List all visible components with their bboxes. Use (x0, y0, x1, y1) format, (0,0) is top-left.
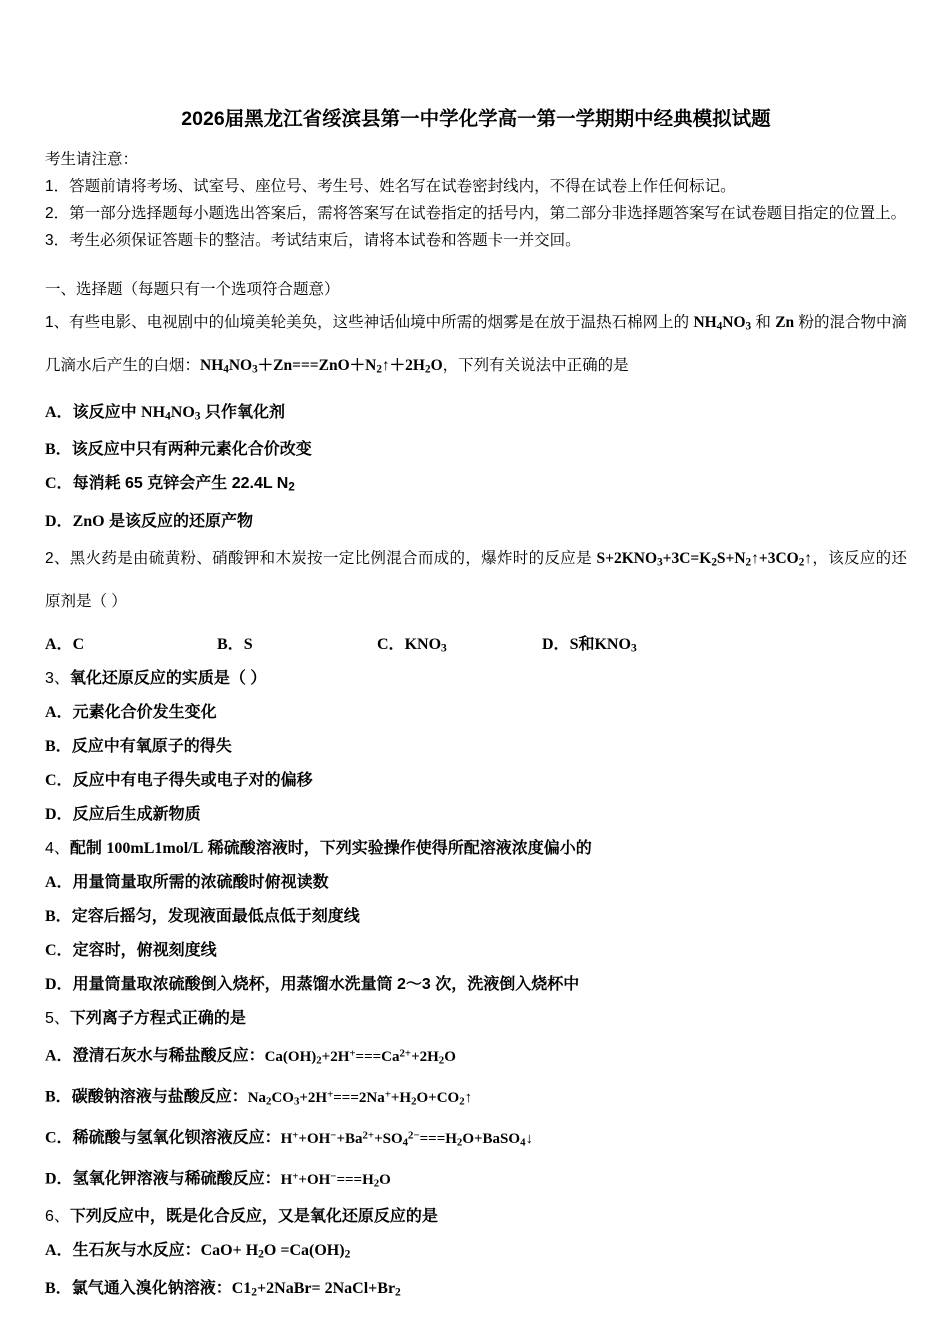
question-1-option-c[interactable] (45, 467, 907, 505)
question-2-text-tail: ，该反应的还原剂是（ ） (45, 549, 907, 611)
option-text: 每消耗 65 克锌会产生 22.4L $N_2$ (72, 475, 295, 494)
question-3-option-d[interactable] (45, 798, 907, 832)
question-2-option-a[interactable] (45, 628, 84, 662)
option-text: 碳酸钠溶液与盐酸反应： (71, 1088, 248, 1106)
question-5-option-d[interactable] (45, 1159, 907, 1200)
question-3-stem (45, 662, 907, 696)
option-equation: $CaO+ H_2O =Ca(OH)_2$ (200, 1242, 351, 1261)
option-text: 元素化合价发生变化 (72, 704, 217, 722)
option-label: C． (45, 772, 73, 790)
question-4-text: 配制 (69, 840, 107, 858)
notice-heading: 考生请注意： (45, 151, 139, 168)
question-4-option-b[interactable] (45, 900, 907, 934)
question-2-option-d[interactable] (542, 628, 637, 666)
question-6-text: 下列反应中，既是化合反应，又是氧化还原反应的是 (69, 1208, 438, 1226)
option-text: 氢氧化钾溶液与稀硫酸反应： (72, 1170, 281, 1188)
option-label: A． (45, 874, 73, 892)
option-equation: $C1_2+2NaBr=$ $2NaCl+Br_2$ (231, 1279, 401, 1299)
option-label: B． (45, 738, 72, 756)
question-1-option-d[interactable] (45, 505, 907, 539)
question-4-option-a[interactable] (45, 866, 907, 900)
option-text: S和$KNO_3$ (569, 636, 637, 655)
question-2-stem (45, 539, 907, 622)
option-label: D． (45, 806, 73, 824)
question-3-number: 3、 (45, 670, 70, 688)
question-6-option-b[interactable] (45, 1272, 907, 1310)
question-3-option-b[interactable] (45, 730, 907, 764)
option-text: 用量筒量取所需的浓硫酸时俯视读数 (72, 874, 329, 892)
question-2-option-b[interactable] (217, 628, 253, 662)
option-text: S (243, 636, 253, 654)
option-text: 稀硫酸与氢氧化钡溶液反应： (72, 1129, 281, 1147)
option-label: C． (377, 636, 405, 654)
question-5-stem (45, 1002, 907, 1036)
option-label: D． (45, 976, 73, 994)
question-4-text-tail: 稀硫酸溶液时，下列实验操作使得所配溶液浓度偏小的 (203, 840, 592, 858)
question-5-option-b[interactable] (45, 1077, 907, 1118)
question-1-text-part4: ，下列有关说法中正确的是 (442, 357, 629, 375)
question-6-option-a[interactable] (45, 1234, 907, 1272)
question-4-option-c[interactable] (45, 934, 907, 968)
option-equation: $H^++OH^-+Ba^{2+}+SO_4^{2-}===H_2O+BaSO_4↓$ (280, 1129, 533, 1149)
option-label: C． (45, 942, 73, 960)
option-text: 澄清石灰水与稀盐酸反应： (72, 1047, 265, 1065)
option-equation: $Ca(OH)_2+2H^+===Ca^{2+}+2H_2O$ (264, 1047, 456, 1067)
question-1-text-part3: 粉的混合物中滴几滴水后产生的白烟： (45, 314, 907, 375)
question-1-formula-1: $NH_4NO_3$ (693, 314, 752, 333)
option-label: D． (45, 512, 73, 530)
option-text: 是该反应的还原产物 (104, 512, 254, 530)
option-text: 定容后摇匀，发现液面最低点低于刻度线 (71, 908, 360, 926)
question-1-formula-2: Zn (775, 314, 795, 331)
question-4-option-d[interactable] (45, 968, 907, 1002)
notice-item-3: 3．考生必须保证答题卡的整洁。考试结束后，请将本试卷和答题卡一并交回。 (45, 232, 581, 249)
option-formula: $NH_4NO_3$ (141, 403, 201, 423)
option-text: 该反应中只有两种元素化合价改变 (71, 441, 312, 459)
option-text: 生石灰与水反应： (72, 1242, 201, 1260)
question-5-number: 5、 (45, 1010, 70, 1028)
section-heading: 一、选择题（每题只有一个选项符合题意） (45, 281, 340, 298)
question-4-number: 4、 (45, 840, 70, 858)
question-1-equation: $NH_4NO_3+Zn===ZnO+N_2↑+2H_2O$ (200, 357, 443, 376)
option-label: B． (45, 441, 72, 459)
question-1-option-b[interactable] (45, 433, 907, 467)
question-4-quantity: 100mL1mol/L (106, 840, 204, 858)
option-formula: ZnO (72, 512, 105, 530)
question-3-text: 氧化还原反应的实质是（ ） (69, 670, 267, 688)
question-2-options-row (45, 628, 907, 662)
question-4-stem (45, 832, 907, 866)
option-text: $KNO_3$ (404, 636, 447, 655)
notice-item-1: 1．答题前请将考场、试室号、座位号、考生号、姓名写在试卷密封线内，不得在试卷上作任何标记。 (45, 178, 736, 195)
option-label: D． (542, 636, 570, 654)
question-5-text: 下列离子方程式正确的是 (69, 1010, 246, 1028)
option-label: A． (45, 1047, 73, 1065)
option-label: C． (45, 475, 73, 493)
option-text: 该反应中 (72, 403, 142, 421)
option-text: 反应中有电子得失或电子对的偏移 (72, 772, 313, 790)
option-label: B． (45, 1088, 72, 1106)
option-label: D． (45, 1170, 73, 1188)
question-2-equation: $S+2KNO_3+3C=K_2S+N_2↑+3CO_2↑$ (596, 549, 813, 569)
option-label: C． (45, 1129, 73, 1147)
option-label: A． (45, 403, 73, 421)
question-2-option-c[interactable] (377, 628, 447, 666)
option-label: A． (45, 704, 73, 722)
option-equation: $Na_2CO_3+2H^+===2Na^++H_2O+CO_2↑$ (247, 1088, 473, 1108)
option-text: 氯气通入溴化钠溶液： (71, 1279, 232, 1297)
option-text: 反应中有氧原子的得失 (71, 738, 232, 756)
option-text: 反应后生成新物质 (72, 806, 201, 824)
option-equation: $H^++OH^-===H_2O$ (280, 1170, 391, 1190)
question-1-text-part2: 和 (751, 314, 776, 331)
question-1-number: 1、 (45, 314, 70, 331)
question-1-stem (45, 303, 907, 390)
option-label: B． (217, 636, 244, 654)
question-2-text: 黑火药是由硫黄粉、硝酸钾和木炭按一定比例混合而成的，爆炸时的反应是 (69, 549, 597, 567)
option-text: C (72, 636, 85, 654)
question-5-option-c[interactable] (45, 1118, 907, 1159)
option-text: 用量筒量取浓硫酸倒入烧杯，用蒸馏水洗量筒 2～3 次，洗液倒入烧杯中 (72, 976, 580, 994)
option-label: A． (45, 1242, 73, 1260)
option-label: A． (45, 636, 73, 654)
option-text-tail: 只作氧化剂 (200, 403, 285, 421)
question-6-number: 6、 (45, 1208, 70, 1226)
question-6-stem (45, 1200, 907, 1234)
question-3-option-a[interactable] (45, 696, 907, 730)
notice-item-2: 2．第一部分选择题每小题选出答案后，需将答案写在试卷指定的括号内，第二部分非选择题答案写在试卷题目指定的位置上。 (45, 205, 907, 222)
question-1-text-part1: 有些电影、电视剧中的仙境美轮美奂，这些神话仙境中所需的烟雾是在放于温热石棉网上的 (69, 314, 694, 331)
option-label: B． (45, 908, 72, 926)
question-5-option-a[interactable] (45, 1036, 907, 1077)
question-3-option-c[interactable] (45, 764, 907, 798)
document-body (45, 106, 907, 1309)
question-2-number: 2、 (45, 549, 70, 567)
option-label: B． (45, 1279, 72, 1297)
option-text: 定容时，俯视刻度线 (72, 942, 217, 960)
question-1-option-a[interactable] (45, 396, 907, 434)
page-title: 2026届黑龙江省绥滨县第一中学化学高一第一学期期中经典模拟试题 (181, 108, 771, 130)
